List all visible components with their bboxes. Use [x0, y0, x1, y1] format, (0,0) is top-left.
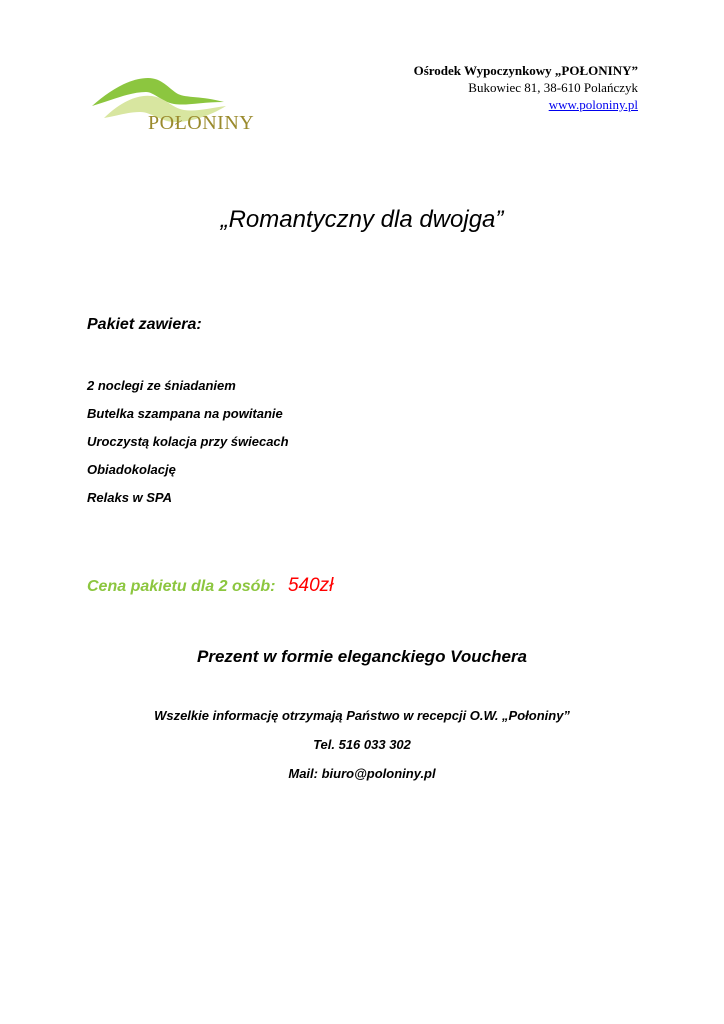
package-item: Uroczystą kolacja przy świecach — [87, 434, 289, 449]
poloniny-logo — [90, 72, 270, 142]
contact-mail: Mail: biuro@poloniny.pl — [288, 766, 436, 781]
price-value: 540zł — [287, 575, 334, 596]
package-item: Obiadokolację — [87, 462, 176, 477]
package-items — [87, 377, 289, 517]
website-link[interactable]: www.poloniny.pl — [548, 97, 638, 112]
organization-name: Ośrodek Wypoczynkowy „POŁONINY” — [413, 63, 638, 78]
header-info — [414, 62, 638, 113]
voucher-heading: Prezent w formie eleganckiego Vouchera — [196, 647, 528, 666]
contact-block — [0, 706, 724, 793]
package-item: Relaks w SPA — [87, 490, 173, 505]
logo-text: POŁONINY — [148, 112, 255, 134]
package-item: 2 noclegi ze śniadaniem — [87, 378, 236, 393]
price-label: Cena pakietu dla 2 osób: — [87, 578, 276, 595]
package-label: Pakiet zawiera: — [87, 316, 202, 333]
price-line — [87, 575, 333, 597]
package-item: Butelka szampana na powitanie — [87, 406, 283, 421]
contact-phone: Tel. 516 033 302 — [313, 737, 411, 752]
address: Bukowiec 81, 38-610 Polańczyk — [468, 80, 638, 95]
contact-info: Wszelkie informację otrzymają Państwo w recepcji O.W. „Połoniny” — [154, 708, 570, 723]
document-title: „Romantyczny dla dwojga” — [220, 206, 504, 233]
